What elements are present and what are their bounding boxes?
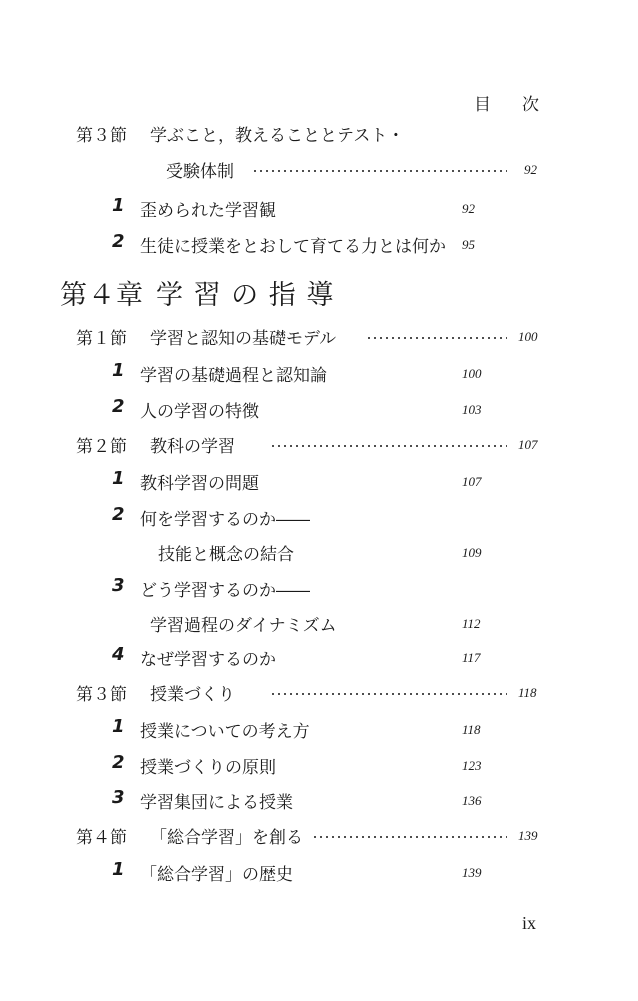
item-number: 3 (112, 575, 125, 596)
page-number: 118 (462, 722, 481, 737)
page-number: 92 (524, 162, 537, 177)
item-title: 教科学習の問題 (140, 474, 259, 494)
item-title: 学習の基礎過程と認知論 (140, 366, 327, 386)
chapter-label: 第４章 (60, 280, 144, 311)
item-title: 「総合学習」の歴史 (140, 865, 293, 885)
section-label: 第２節 (76, 437, 127, 457)
page-number: 112 (462, 616, 481, 631)
dot-leader (252, 170, 507, 172)
item-title: 何を学習するのか―― (140, 510, 310, 530)
item-number: 2 (112, 752, 125, 773)
item-number: 1 (112, 859, 125, 880)
dot-leader (312, 836, 507, 838)
page-number: 109 (462, 545, 482, 560)
page-number: 118 (518, 685, 537, 700)
section-title: 授業づくり (150, 685, 235, 705)
page-number: 100 (462, 366, 482, 381)
section-title: 教科の学習 (150, 437, 235, 457)
chapter-title: 学 習 の 指 導 (156, 280, 335, 311)
item-number: 2 (112, 396, 125, 417)
page-number: 117 (462, 650, 481, 665)
item-number: 2 (112, 231, 125, 252)
item-number: 2 (112, 504, 125, 525)
item-title: 学習集団による授業 (140, 793, 293, 813)
page-number: 123 (462, 758, 482, 773)
item-title: 生徒に授業をとおして育てる力とは何か (140, 237, 446, 257)
item-number: 1 (112, 360, 125, 381)
page-number: 136 (462, 793, 482, 808)
running-head-left: 目 (474, 95, 491, 115)
running-head-right: 次 (522, 95, 539, 115)
dot-leader (366, 337, 507, 339)
section-title: 学ぶこと，教えることとテスト・ (150, 126, 405, 146)
page-number: 139 (518, 828, 538, 843)
item-number: 1 (112, 468, 125, 489)
item-title-continued: 技能と概念の結合 (158, 545, 294, 565)
item-number: 3 (112, 787, 125, 808)
section-title: 学習と認知の基礎モデル (150, 329, 337, 349)
item-number: 4 (112, 644, 125, 665)
page-folio: ix (522, 913, 537, 933)
section-label: 第１節 (76, 329, 127, 349)
item-number: 1 (112, 716, 125, 737)
section-title: 「総合学習」を創る (150, 828, 303, 848)
section-label: 第３節 (76, 685, 127, 705)
item-title: 授業づくりの原則 (140, 758, 276, 778)
section-label: 第３節 (76, 126, 127, 146)
page-number: 107 (462, 474, 482, 489)
item-title: 人の学習の特徴 (140, 402, 259, 422)
page-number: 139 (462, 865, 482, 880)
dot-leader (270, 445, 507, 447)
item-title: 授業についての考え方 (140, 722, 310, 742)
page-number: 95 (462, 237, 475, 252)
item-number: 1 (112, 195, 125, 216)
page-number: 92 (462, 201, 475, 216)
page-number: 103 (462, 402, 482, 417)
page-number: 100 (518, 329, 538, 344)
dot-leader (270, 693, 507, 695)
item-title: なぜ学習するのか (140, 650, 276, 670)
section-label: 第４節 (76, 828, 127, 848)
item-title: 歪められた学習観 (140, 201, 276, 221)
page-number: 107 (518, 437, 538, 452)
item-title: どう学習するのか―― (140, 581, 310, 601)
section-title-continued: 受験体制 (166, 162, 234, 182)
item-title-continued: 学習過程のダイナミズム (150, 616, 337, 636)
